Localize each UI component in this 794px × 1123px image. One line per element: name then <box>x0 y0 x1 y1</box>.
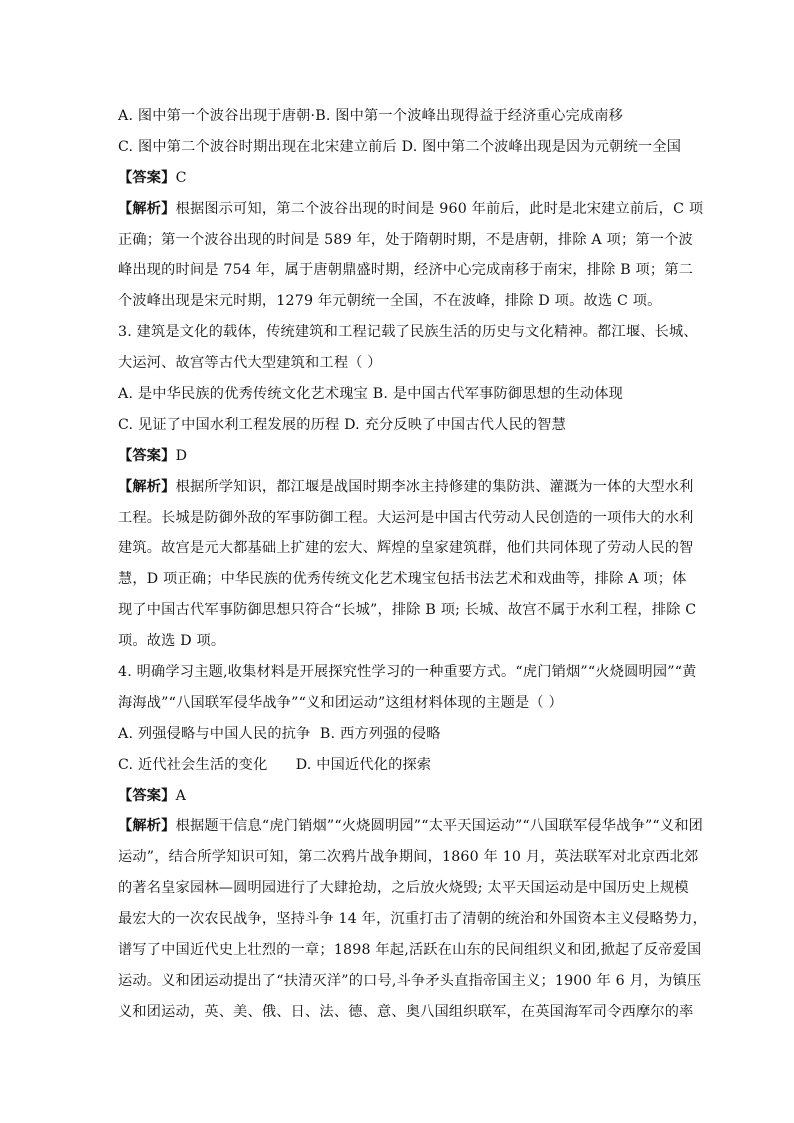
q4-analysis-line <box>118 811 704 842</box>
q4-analysis-line: 谱写了中国近代史上壮烈的一章；1898 年起,活跃在山东的民间组织义和团,掀起了反帝爱国 <box>118 942 702 959</box>
q4-options-row-1: A. 列强侵略与中国人民的抗争 B. 西方列强的侵略 <box>118 725 441 742</box>
answer-value: D <box>175 447 188 464</box>
q3-answer <box>118 441 684 472</box>
q3-analysis-line <box>118 472 694 503</box>
answer-label: 【答案】 <box>118 787 176 804</box>
q4-analysis-line: 的著名皇家园林—圆明园进行了大肆抢劫，之后放火烧毁; 太平天国运动是中国历史上规模 <box>118 880 689 897</box>
q3-options-row-2: C. 见证了中国水利工程发展的历程 D. 充分反映了中国古代人民的智慧 <box>118 416 567 433</box>
q2-options-row-1: A. 图中第一个波谷出现于唐朝·B. 图中第一个波峰出现得益于经济重心完成南移 <box>118 108 624 124</box>
analysis-label: 【解析】 <box>118 818 176 835</box>
q4-analysis-line: 义和团运动，英、美、俄、日、法、德、意、奥八国组织联军，在英国海军司令西摩尔的率 <box>118 1003 694 1020</box>
q2-answer <box>118 163 684 194</box>
q2-analysis-line: 峰出现的时间是 754 年，属于唐朝鼎盛时期，经济中心完成南移于南宋，排除 B 项；第二 <box>118 262 694 279</box>
answer-value: A <box>175 787 187 804</box>
q2-analysis-line: 正确；第一个波谷出现的时间是 589 年，处于隋朝时期，不是唐朝，排除 A 项；第一个波 <box>118 231 693 248</box>
q3-analysis-line: 现了中国古代军事防御思想只符合“长城”，排除 B 项; 长城、故宫不属于水利工程，排除 C <box>118 602 697 619</box>
q4-analysis-line: 最宏大的一次农民战争，坚持斗争 14 年，沉重打击了清朝的统治和外国资本主义侵略势力， <box>118 911 707 928</box>
answer-value: C <box>175 169 187 186</box>
q3-analysis-line: 工程。长城是防御外敌的军事防御工程。大运河是中国古代劳动人民创造的一项伟大的水利 <box>118 509 694 526</box>
q4-stem-line: 海海战”“八国联军侵华战争”“义和团运动”这组材料体现的主题是（ ） <box>118 694 563 711</box>
q3-stem-line: 大运河、故宫等古代大型建筑和工程（ ） <box>118 355 382 372</box>
analysis-text: 根据图示可知，第二个波谷出现的时间是 960 年前后，此时是北宋建立前后，C 项 <box>175 200 704 217</box>
answer-label: 【答案】 <box>118 169 176 186</box>
q4-options-row-2: C. 近代社会生活的变化 D. 中国近代化的探索 <box>118 756 432 773</box>
document-body <box>118 101 707 1028</box>
q3-options-row-1: A. 是中华民族的优秀传统文化艺术瑰宝 B. 是中国古代军事防御思想的生动体现 <box>118 386 624 403</box>
q3-analysis-line: 慧，D 项正确；中华民族的优秀传统文化艺术瑰宝包括书法艺术和戏曲等，排除 A 项；体 <box>118 571 687 588</box>
analysis-label: 【解析】 <box>118 478 176 495</box>
q4-answer <box>118 781 684 812</box>
q4-analysis-line: 运动。义和团运动提出了“扶清灭洋”的口号,斗争矛头直指帝国主义；1900 年 6 月，为镇压 <box>118 972 702 989</box>
answer-label: 【答案】 <box>118 447 176 464</box>
q2-analysis-line: 个波峰出现是宋元时期，1279 年元朝统一全国，不在波峰，排除 D 项。故选 C 项。 <box>118 293 662 310</box>
q2-options-row-2: C. 图中第二个波谷时期出现在北宋建立前后 D. 图中第二个波峰出现是因为元朝统一全国 <box>118 138 682 155</box>
q2-analysis-line <box>118 194 704 225</box>
q3-analysis-line: 项。故选 D 项。 <box>118 633 226 650</box>
analysis-text: 根据题干信息“虎门销烟”“火烧圆明园”“太平天国运动”“八国联军侵华战争”“义和团 <box>175 818 704 835</box>
q3-stem-line: 3. 建筑是文化的载体，传统建筑和工程记载了民族生活的历史与文化精神。都江堰、长城、 <box>118 324 698 341</box>
q3-analysis-line: 建筑。故宫是元大都基础上扩建的宏大、辉煌的皇家建筑群，他们共同体现了劳动人民的智 <box>118 540 694 557</box>
q4-stem-line: 4. 明确学习主题,收集材料是开展探究性学习的一种重要方式。“虎门销烟”“火烧圆明园”“黄 <box>118 664 697 681</box>
q4-analysis-line: 运动”，结合所学知识可知，第二次鸦片战争期间，1860 年 10 月，英法联军对北京西北郊 <box>118 849 699 866</box>
analysis-label: 【解析】 <box>118 200 176 217</box>
analysis-text: 根据所学知识，都江堰是战国时期李冰主持修建的集防洪、灌溉为一体的大型水利 <box>175 478 694 495</box>
